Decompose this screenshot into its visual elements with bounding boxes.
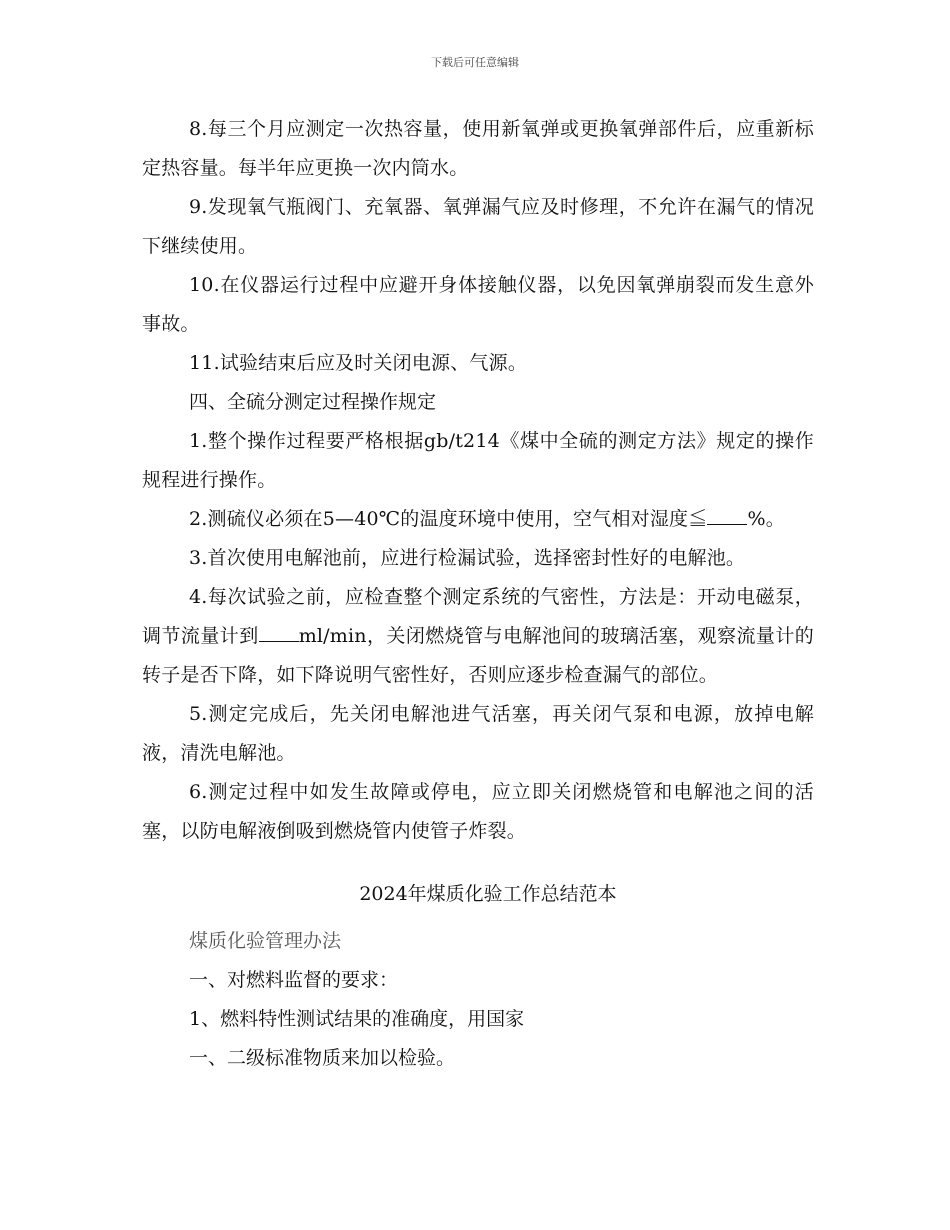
section-4-title: 四、全硫分测定过程操作规定 <box>189 391 437 413</box>
document-body <box>142 110 814 1078</box>
page-header-note: 下载后可任意编辑 <box>431 56 519 69</box>
paragraph-9: 9.发现氧气瓶阀门、充氧器、氧弹漏气应及时修理，不允许在漏气的情况下继续使用。 <box>142 196 814 257</box>
section-4-item-6: 6.测定过程中如发生故障或停电，应立即关闭燃烧管和电解池之间的活塞，以防电解液倒吸到燃烧管内使管子炸裂。 <box>142 781 814 842</box>
paragraph-10: 10.在仪器运行过程中应避开身体接触仪器，以免因氧弹崩裂而发生意外事故。 <box>142 274 814 335</box>
item-2-text-after: %。 <box>747 508 785 530</box>
second-doc-line-3: 一、二级标准物质来加以检验。 <box>189 1047 456 1069</box>
section-4-item-1: 1.整个操作过程要严格根据gb/t214《煤中全硫的测定方法》规定的操作规程进行操作。 <box>142 430 814 491</box>
item-4-text-before: 4.每次试验之前，应检查整个测定系统的气密性，方法是：开动电磁泵，调节流量计到 <box>142 586 814 647</box>
section-4-item-4 <box>142 578 814 695</box>
item-4-text-after: ml/min，关闭燃烧管与电解池间的玻璃活塞，观察流量计的转子是否下降，如下降说明气密性好，否则应逐步检查漏气的部位。 <box>142 625 814 686</box>
paragraph-8: 8.每三个月应测定一次热容量，使用新氧弹或更换氧弹部件后，应重新标定热容量。每半年应更换一次内筒水。 <box>142 118 814 179</box>
item-2-text-before: 2.测硫仪必须在5—40℃的温度环境中使用，空气相对湿度≦ <box>189 508 708 530</box>
paragraph-11: 11.试验结束后应及时关闭电源、气源。 <box>189 352 528 374</box>
flow-rate-blank <box>259 623 299 642</box>
section-4-item-2 <box>142 500 814 539</box>
second-document-subtitle: 煤质化验管理办法 <box>189 930 342 952</box>
section-4-item-5: 5.测定完成后，先关闭电解池进气活塞，再关闭气泵和电源，放掉电解液，清洗电解池。 <box>142 703 814 764</box>
second-doc-line-2: 1、燃料特性测试结果的准确度，用国家 <box>189 1008 525 1030</box>
humidity-blank <box>707 506 747 525</box>
section-4-item-3: 3.首次使用电解池前，应进行检漏试验，选择密封性好的电解池。 <box>189 547 746 569</box>
second-document-title: 2024年煤质化验工作总结范本 <box>359 883 617 905</box>
second-doc-line-1: 一、对燃料监督的要求： <box>189 969 399 991</box>
